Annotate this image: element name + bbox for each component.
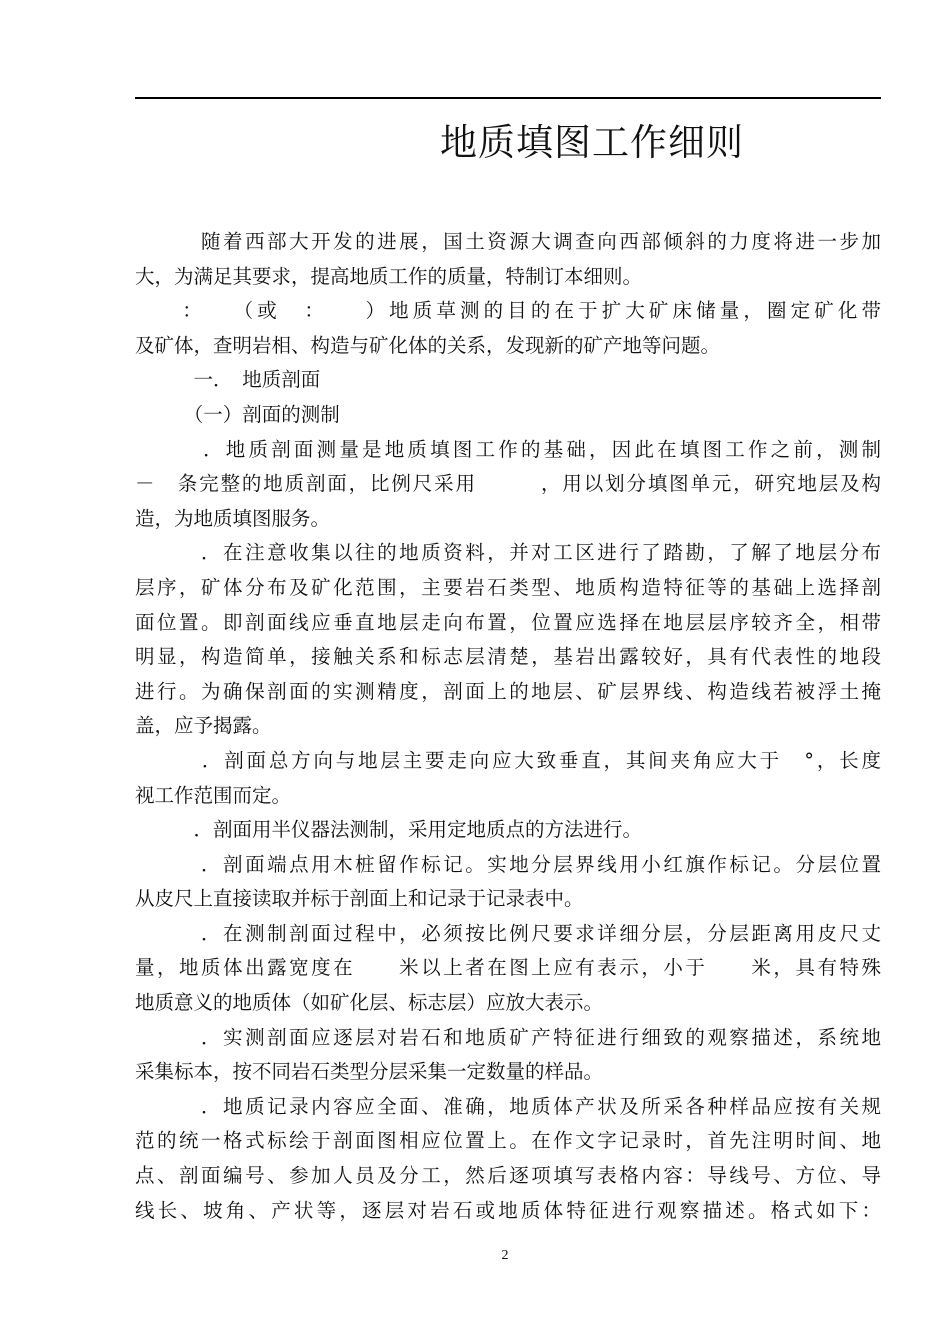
subsection-heading: （一）剖面的测制 (135, 402, 340, 426)
document-body (135, 225, 881, 1228)
body-line: 盖，应予揭露。 (135, 714, 272, 738)
body-line: ．剖面总方向与地层主要走向应大致垂直，其间夹角应大于 °，长度 (135, 748, 881, 772)
body-line: 范的统一格式标绘于剖面图相应位置上。在作文字记录时，首先注明时间、地 (135, 1129, 881, 1153)
body-line: 造，为地质填图服务。 (135, 506, 331, 530)
body-line: ．地质剖面测量是地质填图工作的基础，因此在填图工作之前，测制 (135, 437, 881, 461)
body-line: ．剖面端点用木桩留作标记。实地分层界线用小红旗作标记。分层位置 (135, 852, 881, 876)
body-line: ．在注意收集以往的地质资料，并对工区进行了踏勘，了解了地层分布 (135, 541, 881, 565)
body-line: 面位置。即剖面线应垂直地层走向布置，位置应选择在地层层序较齐全，相带 (135, 610, 881, 634)
header-rule (135, 97, 881, 99)
body-line: － 条完整的地质剖面，比例尺采用 ，用以划分填图单元，研究地层及构 (135, 472, 881, 496)
body-line: 随着西部大开发的进展，国土资源大调查向西部倾斜的力度将进一步加 (135, 230, 881, 253)
body-line: 地质意义的地质体（如矿化层、标志层）应放大表示。 (135, 991, 604, 1015)
body-line: 明显，构造简单，接触关系和标志层清楚，基岩出露较好，具有代表性的地段 (135, 645, 881, 669)
document-title: 地质填图工作细则 (440, 121, 744, 164)
body-line: 视工作范围而定。 (135, 783, 292, 807)
body-line: ．实测剖面应逐层对岩石和地质矿产特征进行细致的观察描述，系统地 (135, 1025, 881, 1049)
body-line: ．在测制剖面过程中，必须按比例尺要求详细分层，分层距离用皮尺丈 (135, 921, 881, 945)
body-line: 进行。为确保剖面的实测精度，剖面上的地层、矿层界线、构造线若被浮土掩 (135, 679, 881, 703)
body-line: 点、剖面编号、参加人员及分工，然后逐项填写表格内容：导线号、方位、导 (135, 1164, 881, 1188)
body-line: 采集标本，按不同岩石类型分层采集一定数量的样品。 (135, 1060, 604, 1084)
section-heading: 一． 地质剖面 (135, 368, 321, 392)
body-line: 从皮尺上直接读取并标于剖面上和记录于记录表中。 (135, 887, 584, 911)
body-line: ： （或 ： ）地质草测的目的在于扩大矿床储量，圈定矿化带 (135, 299, 881, 323)
body-line: 大，为满足其要求，提高地质工作的质量，特制订本细则。 (135, 264, 643, 288)
body-line: 层序，矿体分布及矿化范围，主要岩石类型、地质构造特征等的基础上选择剖 (135, 575, 881, 599)
body-line: 及矿体，查明岩相、构造与矿化体的关系，发现新的矿产地等问题。 (135, 333, 721, 357)
body-line: 量，地质体出露宽度在 米以上者在图上应有表示，小于 米，具有特殊 (135, 956, 881, 980)
body-line: ．剖面用半仪器法测制，采用定地质点的方法进行。 (135, 818, 643, 842)
body-line: ．地质记录内容应全面、准确，地质体产状及所采各种样品应按有关规 (135, 1094, 881, 1118)
page-number: 2 (501, 1248, 509, 1263)
body-line: 线长、坡角、产状等，逐层对岩石或地质体特征进行观察描述。格式如下： (135, 1198, 881, 1222)
